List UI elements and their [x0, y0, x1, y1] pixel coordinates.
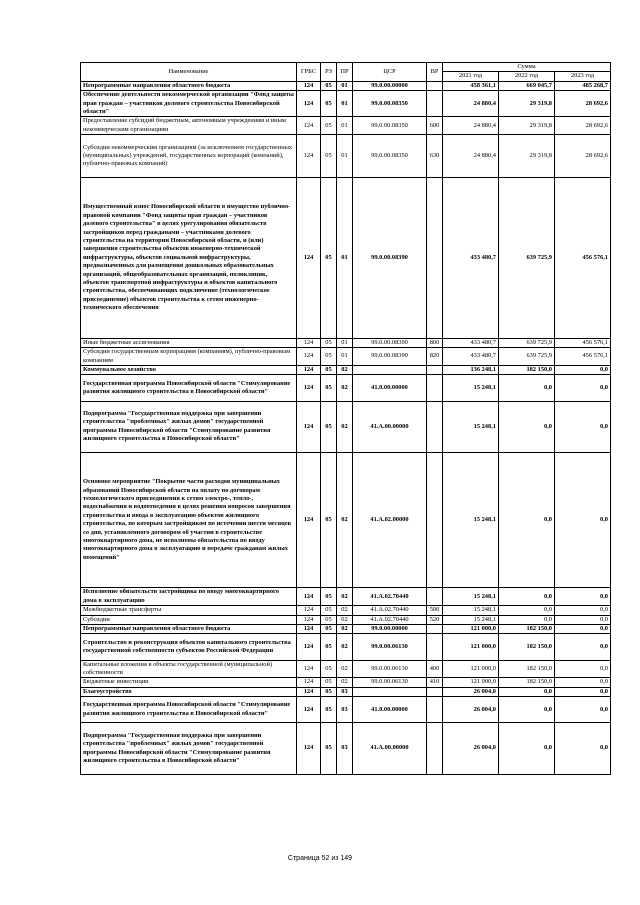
row-pr: 02 [337, 366, 353, 375]
row-sum-2021: 24 880,4 [443, 135, 499, 178]
table-row [81, 697, 611, 723]
row-vr [427, 588, 443, 606]
budget-document [80, 62, 610, 775]
row-sum-2022: 0,0 [499, 723, 555, 774]
row-grbs: 124 [297, 366, 321, 375]
table-row [81, 366, 611, 375]
row-sum-2022: 0,0 [499, 606, 555, 615]
row-sum-2023: 0,0 [555, 697, 611, 723]
row-sum-2021: 26 004,0 [443, 687, 499, 696]
row-grbs: 124 [297, 135, 321, 178]
table-header [81, 63, 611, 82]
row-sum-2021: 433 480,7 [443, 178, 499, 339]
row-pr: 02 [337, 625, 353, 634]
row-sum-2022: 29 319,8 [499, 135, 555, 178]
row-vr [427, 401, 443, 452]
row-sum-2022: 0,0 [499, 687, 555, 696]
row-rz: 05 [321, 453, 337, 588]
row-vr: 500 [427, 606, 443, 615]
row-sum-2023: 456 576,1 [555, 178, 611, 339]
row-sum-2022: 639 725,9 [499, 348, 555, 366]
row-sum-2022: 29 319,8 [499, 91, 555, 117]
row-name: Субсидии государственным корпорациям (компаниям), публично-правовым компаниям [81, 348, 297, 366]
row-csr: 99.0.00.00000 [353, 81, 427, 90]
row-grbs: 124 [297, 81, 321, 90]
header-csr: ЦСР [353, 63, 427, 82]
row-rz: 05 [321, 375, 337, 401]
row-rz: 05 [321, 91, 337, 117]
row-rz: 05 [321, 81, 337, 90]
row-sum-2023: 0,0 [555, 615, 611, 624]
row-csr: 41.А.02.70440 [353, 588, 427, 606]
row-name: Бюджетные инвестиции [81, 678, 297, 687]
row-csr [353, 687, 427, 696]
row-csr: 41.0.00.00000 [353, 697, 427, 723]
row-pr: 02 [337, 606, 353, 615]
row-sum-2021: 433 480,7 [443, 348, 499, 366]
row-rz: 05 [321, 338, 337, 347]
row-sum-2023: 456 576,1 [555, 348, 611, 366]
row-pr: 01 [337, 338, 353, 347]
row-sum-2023: 0,0 [555, 453, 611, 588]
row-name: Непрограммные направления областного бюджета [81, 625, 297, 634]
table-row [81, 634, 611, 660]
table-row [81, 687, 611, 696]
row-sum-2023: 0,0 [555, 625, 611, 634]
row-csr [353, 366, 427, 375]
table-row [81, 615, 611, 624]
row-vr [427, 178, 443, 339]
row-vr [427, 375, 443, 401]
table-row [81, 375, 611, 401]
row-sum-2023: 456 576,1 [555, 338, 611, 347]
row-name: Иные бюджетные ассигнования [81, 338, 297, 347]
row-sum-2022: 0,0 [499, 697, 555, 723]
header-pr: ПР [337, 63, 353, 82]
row-csr: 41.0.00.00000 [353, 375, 427, 401]
row-sum-2021: 15 248,1 [443, 401, 499, 452]
table-row [81, 348, 611, 366]
row-grbs: 124 [297, 625, 321, 634]
row-sum-2022: 182 150,0 [499, 634, 555, 660]
row-name: Субсидии некоммерческим организациям (за исключением государственных (муниципальных) учреждений, государственных корпораций (компаний), публично-правовых компаний) [81, 135, 297, 178]
row-csr: 41.А.02.70440 [353, 615, 427, 624]
row-csr: 99.0.00.08390 [353, 338, 427, 347]
row-sum-2022: 0,0 [499, 401, 555, 452]
row-sum-2021: 15 248,1 [443, 588, 499, 606]
row-pr: 02 [337, 401, 353, 452]
table-row [81, 81, 611, 90]
row-vr [427, 81, 443, 90]
row-sum-2023: 485 268,7 [555, 81, 611, 90]
row-csr: 99.0.00.06130 [353, 634, 427, 660]
row-sum-2021: 15 248,1 [443, 453, 499, 588]
row-rz: 05 [321, 606, 337, 615]
row-sum-2021: 15 248,1 [443, 606, 499, 615]
row-sum-2022: 182 150,0 [499, 625, 555, 634]
row-sum-2023: 28 692,6 [555, 91, 611, 117]
row-csr: 41.А.00.00000 [353, 723, 427, 774]
row-grbs: 124 [297, 588, 321, 606]
row-rz: 05 [321, 697, 337, 723]
row-csr: 99.0.00.08350 [353, 117, 427, 135]
row-rz: 05 [321, 178, 337, 339]
row-name: Подпрограмма "Государственная поддержка при завершении строительства "проблемных" жилых домов" государственной программы Новосибирской области "Стимулирование развития жилищного строительства в Новосибирской области" [81, 723, 297, 774]
row-vr [427, 625, 443, 634]
header-name: Наименование [81, 63, 297, 82]
row-sum-2021: 15 248,1 [443, 615, 499, 624]
row-pr: 01 [337, 135, 353, 178]
row-sum-2022: 639 725,9 [499, 178, 555, 339]
row-vr [427, 723, 443, 774]
row-sum-2022: 639 725,9 [499, 338, 555, 347]
table-row [81, 117, 611, 135]
row-sum-2022: 0,0 [499, 615, 555, 624]
row-sum-2023: 0,0 [555, 687, 611, 696]
row-rz: 05 [321, 660, 337, 678]
row-name: Межбюджетные трансферты [81, 606, 297, 615]
row-rz: 05 [321, 366, 337, 375]
table-row [81, 91, 611, 117]
header-vr: ВР [427, 63, 443, 82]
row-grbs: 124 [297, 678, 321, 687]
row-grbs: 124 [297, 634, 321, 660]
row-sum-2021: 121 000,0 [443, 625, 499, 634]
row-vr [427, 687, 443, 696]
row-vr [427, 634, 443, 660]
row-vr: 600 [427, 117, 443, 135]
row-pr: 02 [337, 588, 353, 606]
row-pr: 02 [337, 615, 353, 624]
row-name: Коммунальное хозяйство [81, 366, 297, 375]
row-csr: 99.0.00.08350 [353, 135, 427, 178]
budget-table [80, 62, 611, 775]
table-row [81, 660, 611, 678]
row-sum-2021: 121 000,0 [443, 634, 499, 660]
table-row [81, 453, 611, 588]
table-row [81, 338, 611, 347]
row-name: Имущественный взнос Новосибирской области в имущество публично-правовой компании "Фонд защиты прав граждан – участников долевого строительства" в целях урегулирования обязательств застройщиков перед гражданами – участниками долевого строительства на территории Новосибирской области, и (или) завершения строительства объектов инженерно-технической инфраструктуры, объектов социальной инфраструктуры, предназначенных для размещения дошкольных образовательных организаций, общеобразовательных организаций, поликлиник, объектов транспортной инфраструктуры и объектов капитального строительства, обеспечивающих подключение (технологическое присоединение) объектов строительства к сетям инженерно-технического обеспечения [81, 178, 297, 339]
row-grbs: 124 [297, 453, 321, 588]
row-grbs: 124 [297, 348, 321, 366]
row-name: Основное мероприятие "Покрытие части расходов муниципальных образований Новосибирской области на оплату по договорам технологического присоединения к сетям электро-, тепло-, водоснабжения и водоотведения в целях решения вопросов завершения строительства и ввода в эксплуатацию объектов жилищного строительства, по которым застройщиком по истечении шести месяцев со дня, установленного договором об участии в строительстве многоквартирного дома, не исполнены обязательства по вводу многоквартирного дома в эксплуатацию и передаче гражданам жилых помещений" [81, 453, 297, 588]
table-row [81, 625, 611, 634]
row-sum-2021: 121 000,0 [443, 660, 499, 678]
row-sum-2023: 0,0 [555, 634, 611, 660]
header-year-2022: 2022 год [499, 72, 555, 81]
row-name: Благоустройство [81, 687, 297, 696]
row-csr: 99.0.00.06130 [353, 660, 427, 678]
row-sum-2021: 458 361,1 [443, 81, 499, 90]
row-grbs: 124 [297, 401, 321, 452]
row-grbs: 124 [297, 697, 321, 723]
row-rz: 05 [321, 401, 337, 452]
row-pr: 02 [337, 453, 353, 588]
row-pr: 02 [337, 678, 353, 687]
row-grbs: 124 [297, 687, 321, 696]
table-row [81, 606, 611, 615]
row-pr: 01 [337, 348, 353, 366]
row-grbs: 124 [297, 615, 321, 624]
table-row [81, 723, 611, 774]
header-rz: РЗ [321, 63, 337, 82]
row-csr: 99.0.00.08390 [353, 178, 427, 339]
row-name: Подпрограмма "Государственная поддержка при завершении строительства "проблемных" жилых домов" государственной программы Новосибирской области "Стимулирование развития жилищного строительства в Новосибирской области" [81, 401, 297, 452]
row-pr: 03 [337, 697, 353, 723]
row-pr: 01 [337, 81, 353, 90]
row-name: Предоставление субсидий бюджетным, автономным учреждениям и иным некоммерческим организациям [81, 117, 297, 135]
row-csr: 41.А.02.00000 [353, 453, 427, 588]
row-csr: 41.А.02.70440 [353, 606, 427, 615]
row-csr: 99.0.00.06130 [353, 678, 427, 687]
row-sum-2023: 0,0 [555, 366, 611, 375]
row-csr: 99.0.00.08350 [353, 91, 427, 117]
row-sum-2023: 0,0 [555, 588, 611, 606]
row-grbs: 124 [297, 117, 321, 135]
row-name: Государственная программа Новосибирской области "Стимулирование развития жилищного строительства в Новосибирской области" [81, 697, 297, 723]
row-pr: 02 [337, 375, 353, 401]
row-sum-2021: 26 004,0 [443, 723, 499, 774]
row-sum-2021: 15 248,1 [443, 375, 499, 401]
row-sum-2023: 0,0 [555, 606, 611, 615]
row-sum-2023: 28 692,6 [555, 135, 611, 178]
table-row [81, 678, 611, 687]
row-sum-2021: 24 880,4 [443, 117, 499, 135]
row-sum-2021: 26 004,0 [443, 697, 499, 723]
row-sum-2021: 433 480,7 [443, 338, 499, 347]
row-pr: 02 [337, 634, 353, 660]
row-name: Непрограммные направления областного бюджета [81, 81, 297, 90]
row-sum-2023: 0,0 [555, 723, 611, 774]
table-row [81, 401, 611, 452]
row-pr: 01 [337, 91, 353, 117]
row-pr: 01 [337, 117, 353, 135]
row-vr: 800 [427, 338, 443, 347]
row-grbs: 124 [297, 178, 321, 339]
row-vr [427, 453, 443, 588]
row-csr: 41.А.00.00000 [353, 401, 427, 452]
row-sum-2021: 24 880,4 [443, 91, 499, 117]
row-rz: 05 [321, 678, 337, 687]
page-number: Страница 52 из 149 [287, 855, 353, 862]
row-sum-2022: 0,0 [499, 453, 555, 588]
row-vr: 520 [427, 615, 443, 624]
row-name: Капитальные вложения в объекты государственной (муниципальной) собственности [81, 660, 297, 678]
row-grbs: 124 [297, 375, 321, 401]
row-rz: 05 [321, 687, 337, 696]
row-name: Строительство и реконструкция объектов капитального строительства государственной собственности субъектов Российской Федерации [81, 634, 297, 660]
header-year-2023: 2023 год [555, 72, 611, 81]
row-pr: 01 [337, 178, 353, 339]
row-sum-2023: 0,0 [555, 660, 611, 678]
row-grbs: 124 [297, 91, 321, 117]
row-sum-2023: 0,0 [555, 375, 611, 401]
row-csr: 99.0.00.08390 [353, 348, 427, 366]
row-sum-2022: 0,0 [499, 588, 555, 606]
row-rz: 05 [321, 634, 337, 660]
row-grbs: 124 [297, 723, 321, 774]
row-rz: 05 [321, 348, 337, 366]
row-name: Исполнение обязательств застройщика по вводу многоквартирного дома в эксплуатацию [81, 588, 297, 606]
row-vr [427, 366, 443, 375]
row-sum-2022: 0,0 [499, 375, 555, 401]
row-grbs: 124 [297, 606, 321, 615]
row-sum-2021: 136 248,1 [443, 366, 499, 375]
table-row [81, 135, 611, 178]
row-sum-2023: 0,0 [555, 401, 611, 452]
row-rz: 05 [321, 615, 337, 624]
row-name: Государственная программа Новосибирской области "Стимулирование развития жилищного строительства в Новосибирской области" [81, 375, 297, 401]
row-rz: 05 [321, 723, 337, 774]
row-name: Субсидии [81, 615, 297, 624]
row-rz: 05 [321, 625, 337, 634]
row-pr: 03 [337, 687, 353, 696]
row-name: Обеспечение деятельности некоммерческой организации "Фонд защиты прав граждан – участников долевого строительства Новосибирской области" [81, 91, 297, 117]
header-grbs: ГРБС [297, 63, 321, 82]
row-vr [427, 91, 443, 117]
row-grbs: 124 [297, 660, 321, 678]
header-sum: Сумма [443, 63, 611, 72]
row-sum-2021: 121 000,0 [443, 678, 499, 687]
row-rz: 05 [321, 135, 337, 178]
row-sum-2023: 28 692,6 [555, 117, 611, 135]
row-sum-2022: 669 045,7 [499, 81, 555, 90]
table-row [81, 588, 611, 606]
row-pr: 03 [337, 723, 353, 774]
row-sum-2022: 182 150,0 [499, 678, 555, 687]
row-pr: 02 [337, 660, 353, 678]
row-sum-2023: 0,0 [555, 678, 611, 687]
row-rz: 05 [321, 588, 337, 606]
row-sum-2022: 182 150,0 [499, 660, 555, 678]
row-vr [427, 697, 443, 723]
table-body [81, 81, 611, 774]
row-vr: 630 [427, 135, 443, 178]
header-year-2021: 2021 год [443, 72, 499, 81]
table-row [81, 178, 611, 339]
row-grbs: 124 [297, 338, 321, 347]
row-csr: 99.0.00.00000 [353, 625, 427, 634]
row-vr: 400 [427, 660, 443, 678]
row-rz: 05 [321, 117, 337, 135]
row-sum-2022: 29 319,8 [499, 117, 555, 135]
row-vr: 820 [427, 348, 443, 366]
row-vr: 410 [427, 678, 443, 687]
row-sum-2022: 182 150,0 [499, 366, 555, 375]
